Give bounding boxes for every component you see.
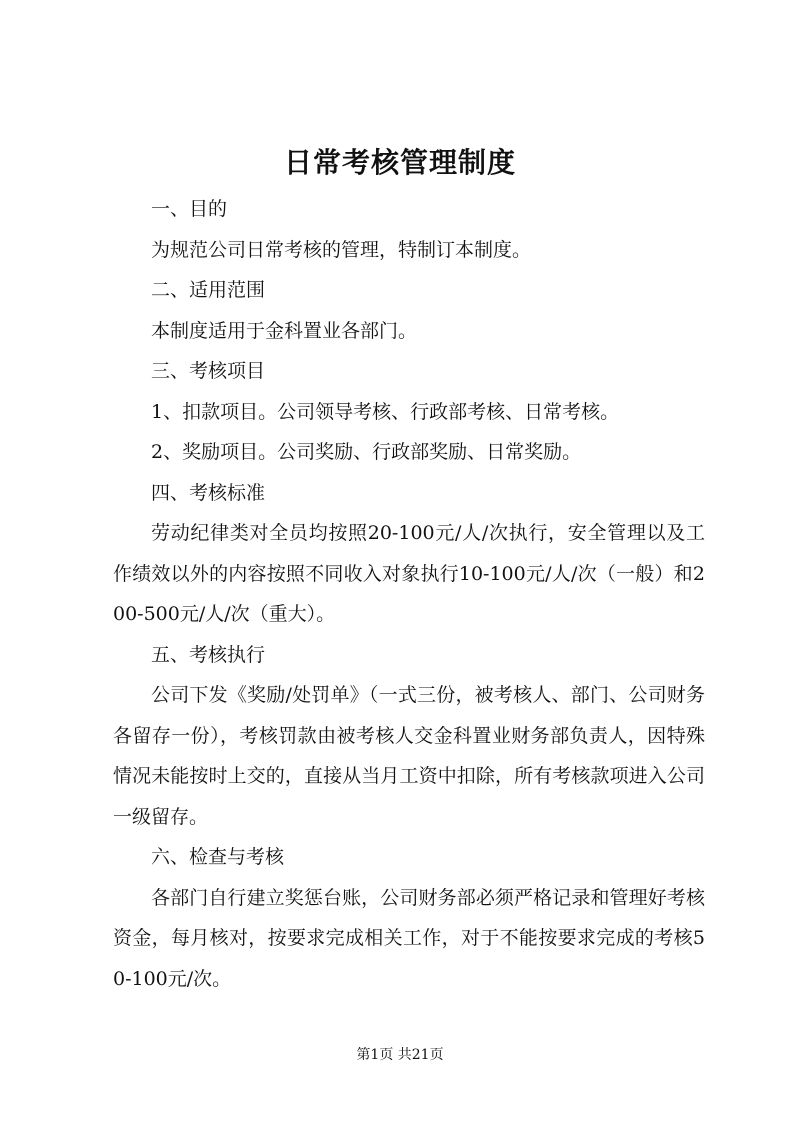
paragraph-scope: 本制度适用于金科置业各部门。 [151, 319, 418, 342]
heading-scope: 二、适用范围 [151, 279, 266, 301]
paragraph-inspection: 各部门自行建立奖惩台账，公司财务部必须严格记录和管理好考核资金，每月核对，按要求完成相关工作，对于不能按要求完成的考核50-100元/次。 [113, 886, 705, 990]
paragraph-execution: 公司下发《奖励/处罚单》（一式三份，被考核人、部门、公司财务各留存一份），考核罚款由被考核人交金科置业财务部负责人，因特殊情况未能按时上交的，直接从当月工资中扣除，所有考核款项进入公司一级留存。 [113, 684, 705, 828]
paragraph-purpose: 为规范公司日常考核的管理，特制订本制度。 [151, 238, 532, 261]
heading-purpose: 一、目的 [151, 198, 228, 220]
paragraph-reward-items: 2、奖励项目。公司奖励、行政部奖励、日常奖励。 [151, 441, 582, 463]
document-body [113, 189, 705, 999]
heading-standards: 四、考核标准 [151, 481, 266, 504]
heading-inspection: 六、检查与考核 [151, 846, 285, 868]
paragraph-deduction-items: 1、扣款项目。公司领导考核、行政部考核、日常考核。 [151, 400, 620, 423]
document-title: 日常考核管理制度 [283, 146, 516, 179]
page-footer: 第1页 共21页 [356, 1047, 444, 1063]
heading-items: 三、考核项目 [151, 360, 266, 382]
paragraph-standards: 劳动纪律类对全员均按照20-100元/人/次执行，安全管理以及工作绩效以外的内容按照不同收入对象执行10-100元/人/次（一般）和200-500元/人/次（重大）。 [113, 522, 705, 625]
heading-execution: 五、考核执行 [151, 643, 266, 666]
